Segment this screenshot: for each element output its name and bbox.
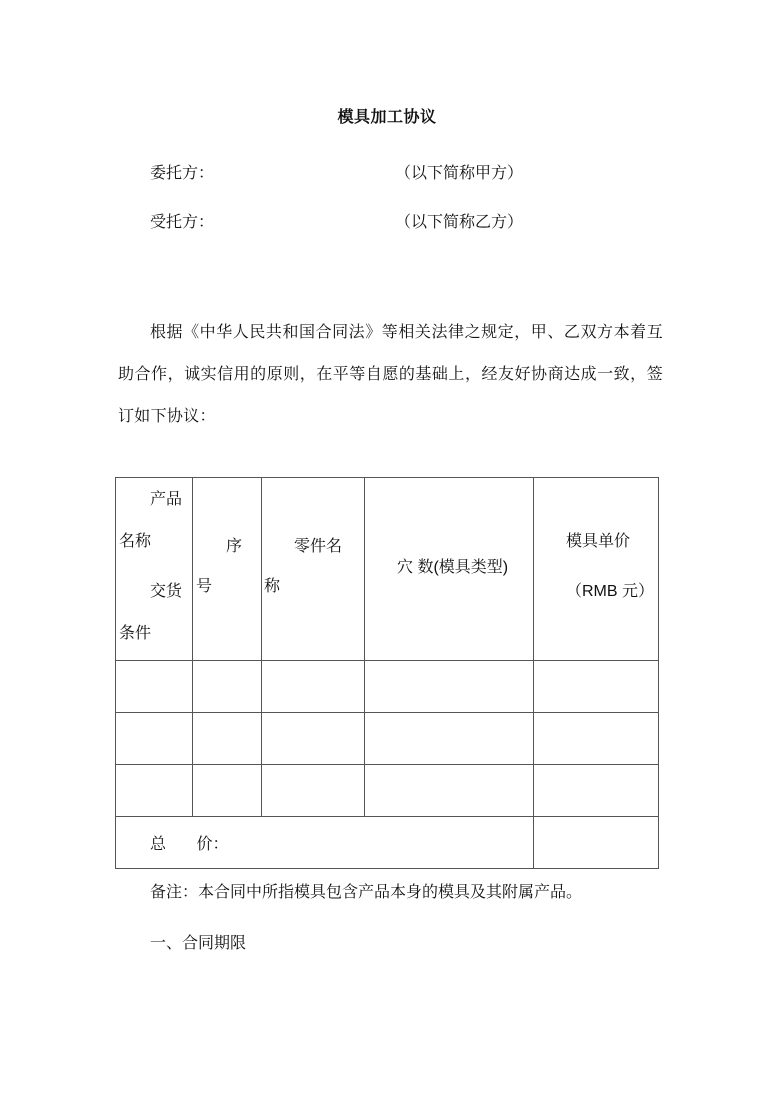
table-cell[interactable]: [193, 661, 262, 713]
table-cell[interactable]: [116, 765, 193, 817]
principal-label: 委托方：: [150, 163, 215, 182]
header-product-name-delivery: [116, 478, 193, 661]
remark-note: 备注：本合同中所指模具包含产品本身的模具及其附属产品。: [150, 882, 583, 901]
header-col5-line2: （RMB 元）: [566, 583, 655, 600]
table-cell[interactable]: [534, 661, 659, 713]
header-col2-line2: 号: [196, 576, 213, 595]
table-cell[interactable]: [262, 713, 365, 765]
table-header-row: [116, 478, 659, 661]
agent-party-line: [150, 210, 524, 234]
table-cell[interactable]: [193, 713, 262, 765]
mold-items-table: [115, 477, 659, 869]
header-mold-unit-price: [534, 478, 659, 661]
table-cell[interactable]: [365, 713, 534, 765]
table-cell[interactable]: [116, 713, 193, 765]
section-heading-contract-term: 一、合同期限: [150, 933, 247, 952]
principal-note: （以下简称甲方）: [395, 163, 524, 182]
total-label-cell: [116, 817, 534, 869]
document-title: 模具加工协议: [337, 107, 437, 126]
table-total-row: [116, 817, 659, 869]
agent-label: 受托方：: [150, 212, 215, 231]
table-cell[interactable]: [262, 661, 365, 713]
header-col3-line2: 称: [264, 576, 281, 595]
table-row: [116, 765, 659, 817]
table-cell[interactable]: [365, 661, 534, 713]
table-cell[interactable]: [534, 713, 659, 765]
table-cell[interactable]: [262, 765, 365, 817]
header-col1-line4: 条件: [119, 623, 152, 642]
total-label: 总 价：: [150, 834, 229, 853]
total-value-cell[interactable]: [534, 817, 659, 869]
header-col1-line3: 交货: [150, 581, 183, 600]
agent-note: （以下简称乙方）: [395, 212, 524, 231]
header-col5-line1: 模具单价: [566, 531, 631, 550]
table-cell[interactable]: [534, 765, 659, 817]
intro-paragraph: 根据《中华人民共和国合同法》等相关法律之规定，甲、乙双方本着互助合作，诚实信用的原则，在平等自愿的基础上，经友好协商达成一致，签订如下协议：: [118, 322, 663, 425]
principal-party-line: [150, 161, 524, 185]
table-row: [116, 713, 659, 765]
table-cell[interactable]: [193, 765, 262, 817]
header-col1-line1: 产品: [150, 489, 183, 508]
header-col2-line1: 序: [226, 536, 243, 555]
header-part-name: [262, 478, 365, 661]
table-cell[interactable]: [365, 765, 534, 817]
header-cavity-count: [365, 478, 534, 661]
header-col4: 穴 数(模具类型): [397, 559, 509, 576]
table-cell[interactable]: [116, 661, 193, 713]
table-row: [116, 661, 659, 713]
header-serial-number: [193, 478, 262, 661]
header-col3-line1: 零件名: [294, 536, 343, 555]
header-col1-line2: 名称: [119, 531, 152, 550]
